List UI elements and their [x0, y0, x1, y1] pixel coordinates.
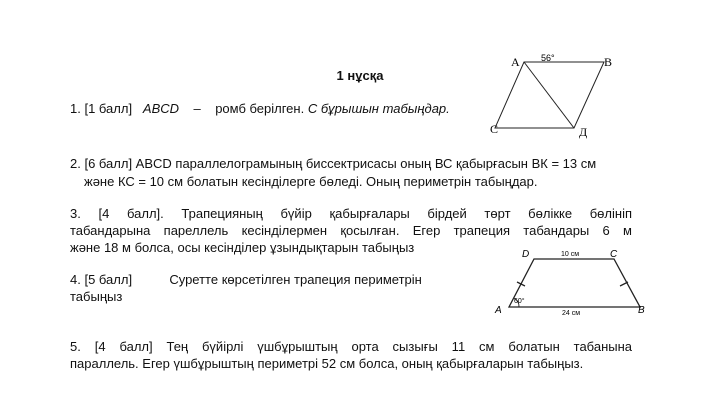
q5-line-2: параллель. Егер үшбұрыштың периметрі 52 см болса, оның қабырғаларын табыңыз.: [70, 356, 584, 371]
trap-top-length: 10 см: [561, 251, 580, 258]
trap-label-a: A: [495, 305, 502, 316]
question-4: [70, 271, 422, 289]
q1-task: С бұрышын табыңдар.: [307, 101, 450, 116]
q1-prefix: 1. [1 балл]: [70, 101, 133, 116]
q4-prefix: 4. [5 балл]: [70, 272, 133, 287]
q3-line-3: және 18 м болса, осы кесінділер ұзындықтарын табыңыз: [70, 240, 415, 255]
q3-line-1: 3. [4 балл]. Трапецияның бүйір қабырғалары бірдей төрт бөлікке бөлініп: [70, 206, 632, 221]
q2-line-1: 2. [6 балл] ABCD параллелограмының биссектрисасы оның ВС қабырғасын ВК = 13 см: [70, 156, 597, 171]
trap-label-d: D: [522, 249, 530, 260]
trap-bottom-length: 24 см: [562, 310, 581, 317]
q1-text: ромб берілген.: [215, 101, 305, 116]
q1-abcd: ABCD: [142, 101, 180, 116]
trap-label-b: B: [638, 305, 645, 316]
q2-line-2: және КС = 10 см болатын кесінділерге бөледі. Оның периметрін табыңдар.: [84, 174, 538, 189]
rhombus-label-c: С: [490, 122, 499, 136]
trap-angle: 60°: [514, 298, 525, 305]
rhombus-angle: 56°: [541, 53, 555, 63]
rhombus-label-b: В: [604, 55, 613, 69]
question-1: [70, 100, 450, 118]
q1-dash: –: [193, 101, 201, 116]
q4-line-2: табыңыз: [70, 289, 123, 304]
q5-line-1: 5. [4 балл] Тең бүйірлі үшбұрыштың орта сызығы 11 см болатын табанына: [70, 339, 632, 354]
q3-line-2: табандарына пареллель кесінділермен қосылған. Егер трапеция табандары 6 м: [70, 223, 632, 238]
trap-label-c: C: [610, 249, 618, 260]
rhombus-label-d: Д: [579, 125, 588, 139]
page-title: 1 нұсқа: [336, 68, 384, 83]
rhombus-label-a: А: [511, 55, 520, 69]
q4-text: Суретте көрсетілген трапеция периметрін: [169, 272, 422, 287]
rhombus-figure: [490, 50, 620, 140]
trapezoid-figure: [488, 244, 658, 324]
